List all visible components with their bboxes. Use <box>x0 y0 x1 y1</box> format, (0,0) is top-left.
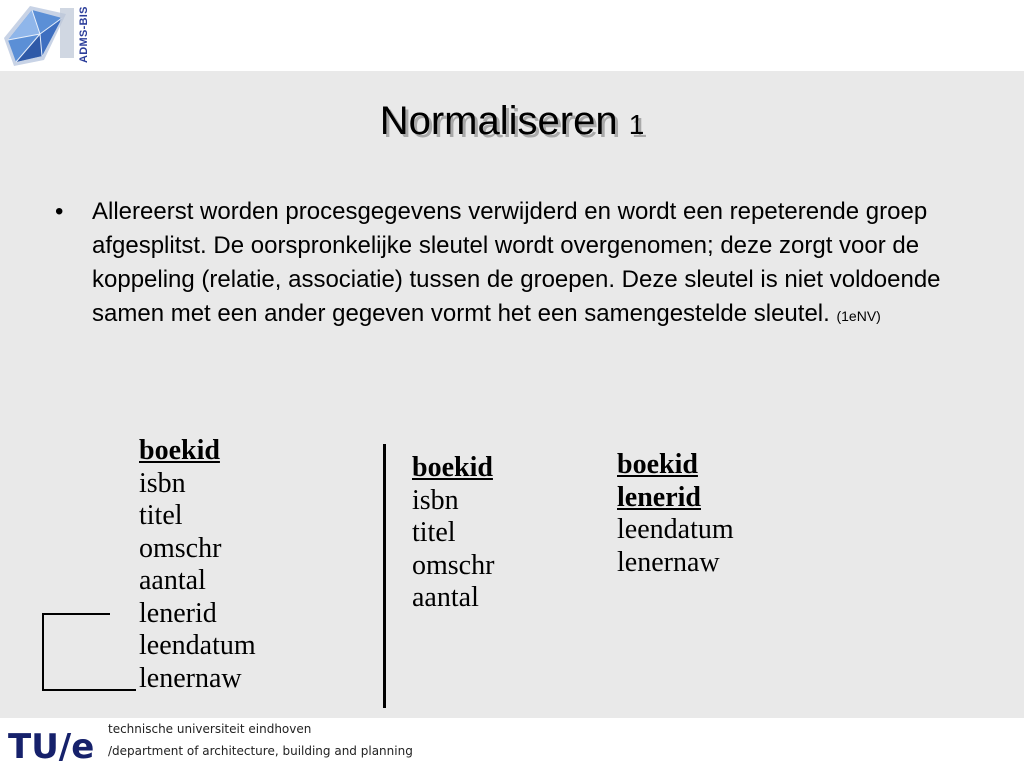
book-key-field: boekid <box>412 452 493 483</box>
title-text: Normaliseren <box>379 99 618 143</box>
book-table <box>412 452 494 615</box>
bullet-text: Allereerst worden procesgegevens verwijderd en wordt een repeterende groep afgesplitst. De oorspronkelijke sleutel wordt overgenomen; deze zorgt voor de koppeling (relatie, associatie) tussen de groepen. Deze sleutel is niet voldoende samen met een ander gegeven vormt het een samengestelde sleutel. <box>92 198 941 327</box>
slide-title <box>0 99 1024 144</box>
book-field: omschr <box>412 549 495 581</box>
original-key-field: boekid <box>139 435 220 466</box>
footer <box>0 718 1024 768</box>
department-name: /department of architecture, building and planning <box>108 744 413 758</box>
original-field: titel <box>139 500 183 531</box>
loan-key-field: boekid <box>617 449 698 480</box>
original-field: isbn <box>139 467 186 499</box>
university-name: technische universiteit eindhoven <box>108 722 312 736</box>
slide-content <box>0 71 1024 718</box>
loan-key-field: lenerid <box>617 481 701 513</box>
book-field: isbn <box>412 484 459 516</box>
original-field: leendatum <box>139 630 256 661</box>
repeating-group-bracket <box>42 613 44 691</box>
bullet-paragraph <box>92 195 1002 333</box>
header <box>0 0 1024 71</box>
book-field: aantal <box>412 582 479 613</box>
divider-line <box>383 444 386 708</box>
repeating-group-bracket <box>42 689 136 691</box>
svg-text:TU/e: TU/e <box>8 727 95 764</box>
book-field: titel <box>412 517 456 548</box>
original-field: lenerid <box>139 597 217 629</box>
original-field: omschr <box>139 532 222 564</box>
loan-field: lenernaw <box>617 546 720 578</box>
logo-label: ADMS-BIS <box>78 6 90 64</box>
original-table <box>139 435 256 695</box>
original-field: aantal <box>139 565 206 596</box>
tue-logo-icon <box>8 722 100 764</box>
repeating-group-bracket <box>42 613 110 615</box>
title-number: 1 <box>628 109 645 140</box>
loan-table <box>617 449 734 579</box>
loan-field: leendatum <box>617 514 734 545</box>
bullet-symbol: • <box>55 198 64 225</box>
bullet-note: (1eNV) <box>836 308 881 324</box>
original-field: lenernaw <box>139 662 242 694</box>
